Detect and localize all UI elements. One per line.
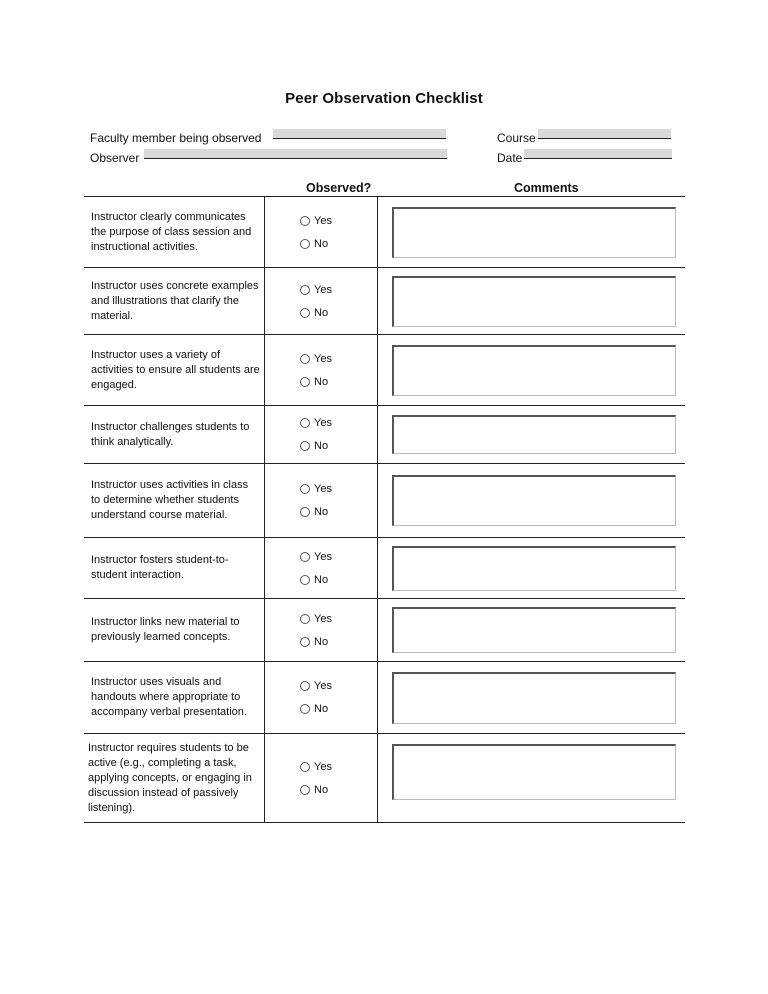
table-row <box>84 464 685 538</box>
radio-icon[interactable] <box>300 239 310 249</box>
no-option[interactable] <box>300 236 377 251</box>
no-label: No <box>314 237 329 250</box>
comments-cell <box>378 662 685 733</box>
observed-options <box>265 662 378 733</box>
table-row <box>84 662 685 734</box>
criterion-text: Instructor uses a variety of activities to ensure all students are engaged. <box>84 335 265 405</box>
no-option[interactable] <box>300 634 377 649</box>
yes-label: Yes <box>314 214 332 227</box>
yes-label: Yes <box>314 417 332 429</box>
date-field[interactable] <box>524 149 672 159</box>
yes-option[interactable] <box>300 213 377 228</box>
yes-option[interactable] <box>300 759 377 774</box>
criterion-text: Instructor uses visuals and handouts where appropriate to accompany verbal presentation. <box>84 662 265 733</box>
comments-cell <box>378 197 685 267</box>
faculty-field[interactable] <box>273 129 446 139</box>
radio-icon[interactable] <box>300 507 310 517</box>
criterion-text: Instructor challenges students to think analytically. <box>84 406 265 463</box>
comment-box[interactable] <box>392 607 676 653</box>
criterion-text: Instructor uses concrete examples and illustrations that clarify the material. <box>84 268 265 334</box>
course-field[interactable] <box>538 129 671 139</box>
yes-option[interactable] <box>300 351 377 366</box>
yes-label: Yes <box>314 680 332 692</box>
table-row <box>84 335 685 406</box>
comments-cell <box>378 335 685 405</box>
comment-box[interactable] <box>392 475 676 526</box>
table-row <box>84 599 685 662</box>
comment-box[interactable] <box>392 415 676 454</box>
comments-cell <box>378 406 685 463</box>
yes-option[interactable] <box>300 549 377 564</box>
radio-icon[interactable] <box>300 704 310 714</box>
no-label: No <box>314 440 329 452</box>
yes-option[interactable] <box>300 482 377 497</box>
table-row <box>84 268 685 335</box>
date-label: Date <box>497 151 523 165</box>
comments-cell <box>378 599 685 661</box>
criterion-text: Instructor uses activities in class to determine whether students understand course material. <box>84 464 265 537</box>
no-label: No <box>314 783 329 796</box>
no-option[interactable] <box>300 782 377 797</box>
observed-options <box>265 464 378 537</box>
comments-cell <box>378 464 685 537</box>
observed-options <box>265 335 378 405</box>
radio-icon[interactable] <box>300 418 310 428</box>
no-option[interactable] <box>300 572 377 587</box>
yes-label: Yes <box>314 550 332 563</box>
radio-icon[interactable] <box>300 441 310 451</box>
radio-icon[interactable] <box>300 484 310 494</box>
faculty-label: Faculty member being observed <box>90 131 262 145</box>
yes-option[interactable] <box>300 282 377 297</box>
observer-field[interactable] <box>144 149 447 159</box>
yes-label: Yes <box>314 352 332 365</box>
checklist-table <box>84 196 685 823</box>
observed-options <box>265 538 378 598</box>
comment-box[interactable] <box>392 744 676 800</box>
no-option[interactable] <box>300 505 377 520</box>
yes-label: Yes <box>314 283 332 296</box>
yes-label: Yes <box>314 760 332 773</box>
comments-cell <box>378 734 685 822</box>
no-label: No <box>314 573 329 586</box>
radio-icon[interactable] <box>300 681 310 691</box>
table-row <box>84 734 685 823</box>
criterion-text: Instructor clearly communicates the purpose of class session and instructional activities. <box>84 197 265 267</box>
criterion-text: Instructor requires students to be active (e.g., completing a task, applying concepts, or engaging in discussion instead of passively listening). <box>84 734 265 822</box>
table-row <box>84 197 685 268</box>
no-label: No <box>314 635 329 648</box>
comment-box[interactable] <box>392 345 676 396</box>
no-option[interactable] <box>300 305 377 320</box>
page-title: Peer Observation Checklist <box>285 90 483 107</box>
observer-label: Observer <box>90 151 140 165</box>
comment-box[interactable] <box>392 672 676 724</box>
comment-box[interactable] <box>392 276 676 327</box>
criterion-text: Instructor fosters student-to-student interaction. <box>84 538 265 598</box>
radio-icon[interactable] <box>300 308 310 318</box>
radio-icon[interactable] <box>300 552 310 562</box>
no-option[interactable] <box>300 439 377 454</box>
radio-icon[interactable] <box>300 377 310 387</box>
no-label: No <box>314 506 329 518</box>
criterion-text: Instructor links new material to previously learned concepts. <box>84 599 265 661</box>
observed-options <box>265 268 378 334</box>
course-label: Course <box>497 131 536 145</box>
radio-icon[interactable] <box>300 637 310 647</box>
radio-icon[interactable] <box>300 216 310 226</box>
yes-option[interactable] <box>300 611 377 626</box>
yes-label: Yes <box>314 612 332 625</box>
yes-option[interactable] <box>300 416 377 431</box>
comments-cell <box>378 538 685 598</box>
no-label: No <box>314 375 329 388</box>
comments-column-header: Comments <box>514 181 579 195</box>
table-row <box>84 538 685 599</box>
observed-options <box>265 599 378 661</box>
radio-icon[interactable] <box>300 285 310 295</box>
radio-icon[interactable] <box>300 575 310 585</box>
no-option[interactable] <box>300 374 377 389</box>
yes-label: Yes <box>314 483 332 495</box>
radio-icon[interactable] <box>300 354 310 364</box>
observed-options <box>265 734 378 822</box>
comments-cell <box>378 268 685 334</box>
no-label: No <box>314 703 329 715</box>
yes-option[interactable] <box>300 679 377 694</box>
no-label: No <box>314 306 329 319</box>
table-row <box>84 406 685 464</box>
comment-box[interactable] <box>392 207 676 258</box>
observed-options <box>265 197 378 267</box>
comment-box[interactable] <box>392 546 676 591</box>
observed-options <box>265 406 378 463</box>
no-option[interactable] <box>300 702 377 717</box>
observed-column-header: Observed? <box>306 181 372 195</box>
radio-icon[interactable] <box>300 762 310 772</box>
radio-icon[interactable] <box>300 614 310 624</box>
radio-icon[interactable] <box>300 785 310 795</box>
